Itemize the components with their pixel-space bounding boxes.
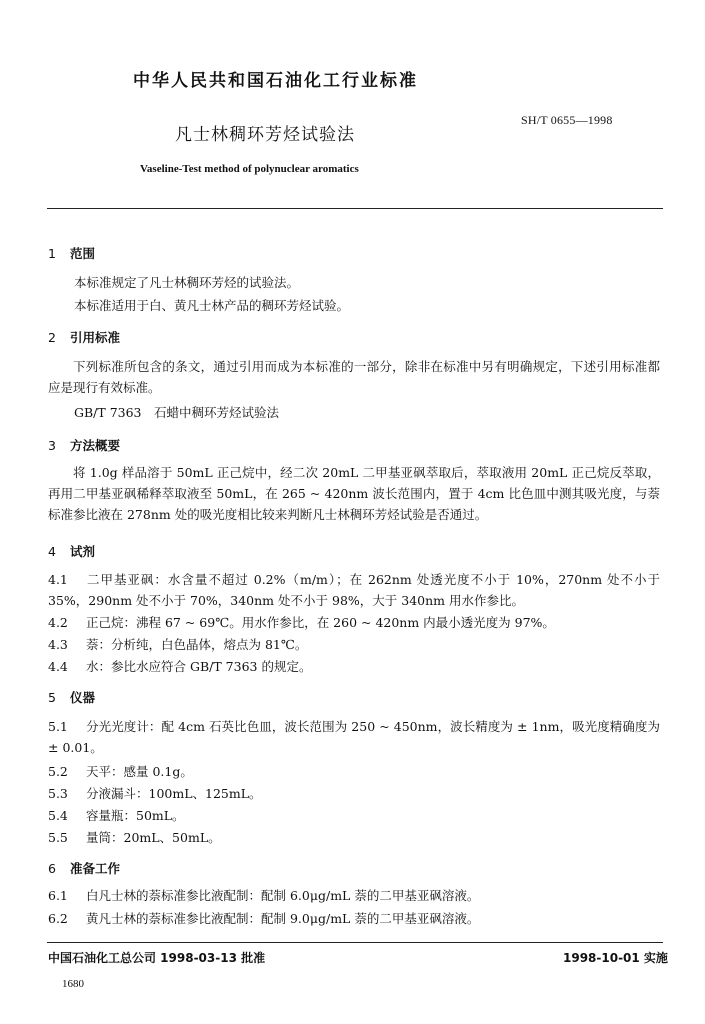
list-item xyxy=(48,886,479,904)
item-text: 水：参比水应符合 GB/T 7363 的规定。 xyxy=(86,659,312,674)
item-number: 5.2 xyxy=(48,764,68,779)
item-number: 4.3 xyxy=(48,637,68,652)
section-title: 范围 xyxy=(70,246,96,261)
item-text: 正己烷：沸程 67 ~ 69℃。用水作参比，在 260 ~ 420nm 内最小透光度为 97%。 xyxy=(86,615,555,630)
item-number: 4.1 xyxy=(48,572,68,587)
list-item xyxy=(48,909,479,927)
section-number: 5 xyxy=(48,690,56,705)
section-6-heading xyxy=(48,859,120,877)
section-title: 引用标准 xyxy=(70,330,121,345)
paragraph: 下列标准所包含的条文，通过引用而成为本标准的一部分，除非在标准中另有明确规定，下述引用标准都应是现行有效标准。 xyxy=(48,359,660,395)
item-text: 分液漏斗：100mL、125mL。 xyxy=(86,786,262,801)
document-title: 凡士林稠环芳烃试验法 xyxy=(175,125,355,145)
list-item xyxy=(48,806,185,824)
page-number: 1680 xyxy=(62,978,84,990)
section-5-heading xyxy=(48,688,95,706)
list-item xyxy=(48,716,660,758)
item-number: 5.4 xyxy=(48,808,68,823)
list-item xyxy=(48,828,221,846)
item-number: 6.2 xyxy=(48,911,68,926)
item-text: 萘：分析纯，白色晶体，熔点为 81℃。 xyxy=(86,637,308,652)
item-number: 6.1 xyxy=(48,888,68,903)
document-title-english: Vaseline-Test method of polynuclear aromatics xyxy=(140,163,359,175)
section-number: 6 xyxy=(48,861,56,876)
item-number: 4.2 xyxy=(48,615,68,630)
section-title: 方法概要 xyxy=(70,438,121,453)
footer-divider xyxy=(47,942,663,943)
section-title: 仪器 xyxy=(70,690,96,705)
item-text: 二甲基亚砜：水含量不超过 0.2%（m/m）；在 262nm 处透光度不小于 10%，270nm 处不小于 35%，290nm 处不小于 70%，340nm 处不小于 98%，大于 340nm 用水作参比。 xyxy=(48,572,660,608)
item-text: 分光光度计：配 4cm 石英比色皿，波长范围为 250 ~ 450nm，波长精度为 ± 1nm，吸光度精确度为 ± 0.01。 xyxy=(48,719,660,755)
approval-issuer: 中国石油化工总公司 1998-03-13 批准 xyxy=(48,951,266,965)
section-number: 2 xyxy=(48,330,56,345)
item-text: 白凡士林的萘标准参比液配制：配制 6.0μg/mL 萘的二甲基亚砜溶液。 xyxy=(86,888,480,903)
section-title: 准备工作 xyxy=(70,861,121,876)
section-number: 3 xyxy=(48,438,56,453)
list-item xyxy=(48,657,311,675)
item-text: 黄凡士林的萘标准参比液配制：配制 9.0μg/mL 萘的二甲基亚砜溶液。 xyxy=(86,911,480,926)
reference-item: GB/T 7363 石蜡中稠环芳烃试验法 xyxy=(74,405,280,420)
section-2-heading xyxy=(48,328,120,346)
list-item xyxy=(48,569,660,611)
item-text: 天平：感量 0.1g。 xyxy=(86,764,193,779)
list-item xyxy=(48,784,262,802)
list-item xyxy=(48,635,307,653)
item-number: 5.3 xyxy=(48,786,68,801)
list-item xyxy=(48,613,555,631)
section-number: 1 xyxy=(48,246,56,261)
item-text: 量筒：20mL、50mL。 xyxy=(86,830,221,845)
section-number: 4 xyxy=(48,544,56,559)
section-title: 试剂 xyxy=(70,544,96,559)
item-text: 容量瓶：50mL。 xyxy=(86,808,185,823)
header-divider xyxy=(47,208,663,209)
effective-date: 1998-10-01 实施 xyxy=(563,951,668,965)
standard-number: SH/T 0655—1998 xyxy=(521,113,613,127)
section-1-heading xyxy=(48,244,95,262)
item-number: 4.4 xyxy=(48,659,68,674)
item-number: 5.5 xyxy=(48,830,68,845)
paragraph-line: 本标准规定了凡士林稠环芳烃的试验法。 xyxy=(74,275,300,290)
section-4-heading xyxy=(48,542,95,560)
paragraph-line: 本标准适用于白、黄凡士林产品的稠环芳烃试验。 xyxy=(74,298,350,313)
list-item xyxy=(48,762,193,780)
standard-title: 中华人民共和国石油化工行业标准 xyxy=(133,71,418,91)
section-3-heading xyxy=(48,436,120,454)
item-number: 5.1 xyxy=(48,719,68,734)
paragraph: 将 1.0g 样品溶于 50mL 正己烷中，经二次 20mL 二甲基亚砜萃取后，萃取液用 20mL 正己烷反萃取，再用二甲基亚砜稀释萃取液至 50mL，在 265 ~ 420nm 波长范围内，置于 4cm 比色皿中测其吸光度，与萘标准参比液在 278nm 处的吸光度相比较来判断凡士林稠环芳烃试验是否通过。 xyxy=(48,465,660,522)
